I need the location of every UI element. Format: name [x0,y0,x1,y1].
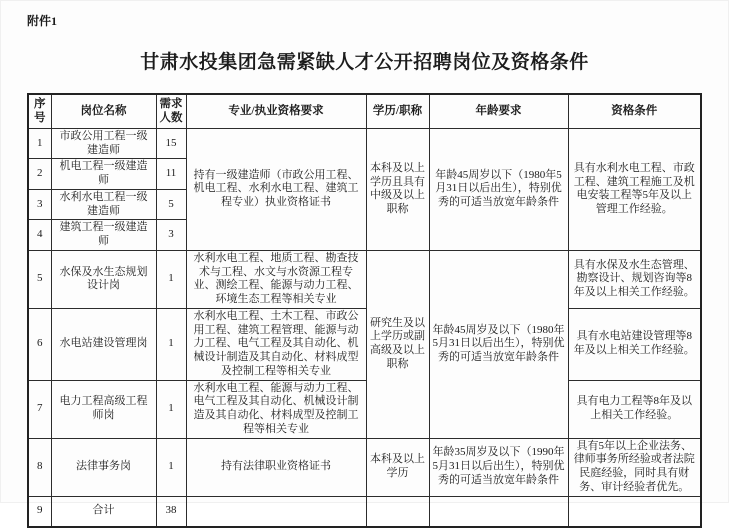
major-requirement-cell: 水利水电工程、土木工程、市政公用工程、建筑工程管理、能源与动力工程、电气工程及其自动化、机械设计制造及其自动化、材料成型及控制工程等相关专业 [186,308,366,380]
recruitment-table [27,93,702,528]
seq-cell: 9 [28,496,51,527]
header-demand-count: 需求人数 [156,94,186,128]
seq-cell: 1 [28,128,51,159]
seq-cell: 4 [28,220,51,251]
demand-count-cell: 1 [156,438,186,496]
demand-count-cell: 15 [156,128,186,159]
post-name-cell: 合计 [51,496,156,527]
post-name-cell: 建筑工程一级建造师 [51,220,156,251]
header-qualification: 资格条件 [568,94,701,128]
header-education-title: 学历/职称 [366,94,429,128]
qualification-cell: 具有5年以上企业法务、律师事务所经验或者法院民庭经验，同时具有财务、审计经验者优先。 [568,438,701,496]
post-name-cell: 机电工程一级建造师 [51,159,156,190]
demand-count-cell: 1 [156,380,186,438]
table-row [28,250,701,308]
table-row [28,438,701,496]
qualification-cell: 具有水利水电工程、市政工程、建筑工程施工及机电安装工程等5年及以上管理工作经验。 [568,128,701,250]
education-title-cell: 本科及以上学历且具有中级及以上职称 [366,128,429,250]
table-row [28,128,701,159]
major-requirement-cell: 持有法律职业资格证书 [186,438,366,496]
demand-count-cell: 1 [156,308,186,380]
seq-cell: 6 [28,308,51,380]
attachment-label: 附件1 [27,14,58,28]
seq-cell: 3 [28,189,51,220]
seq-cell: 7 [28,380,51,438]
age-requirement-cell: 年龄45周岁及以下（1980年5月31日以后出生），特别优秀的可适当放宽年龄条件 [429,250,568,438]
post-name-cell: 电力工程高级工程师岗 [51,380,156,438]
major-requirement-cell [186,496,366,527]
post-name-cell: 水利水电工程一级建造师 [51,189,156,220]
age-requirement-cell [429,496,568,527]
table-row [28,380,701,438]
education-title-cell [366,496,429,527]
post-name-cell: 水保及水生态规划设计岗 [51,250,156,308]
demand-count-cell: 38 [156,496,186,527]
table-row [28,308,701,380]
total-row [28,496,701,527]
qualification-cell: 具有水电站建设管理等8年及以上相关工作经验。 [568,308,701,380]
education-title-cell: 研究生及以上学历或副高级及以上职称 [366,250,429,438]
demand-count-cell: 5 [156,189,186,220]
demand-count-cell: 11 [156,159,186,190]
education-title-cell: 本科及以上学历 [366,438,429,496]
age-requirement-cell: 年龄45周岁以下（1980年5月31日以后出生），特别优秀的可适当放宽年龄条件 [429,128,568,250]
header-major-requirement: 专业/执业资格要求 [186,94,366,128]
qualification-cell: 具有水保及水生态管理、勘察设计、规划咨询等8年及以上相关工作经验。 [568,250,701,308]
seq-cell: 5 [28,250,51,308]
demand-count-cell: 3 [156,220,186,251]
header-age-requirement: 年龄要求 [429,94,568,128]
major-requirement-cell: 水利水电工程、地质工程、勘查技术与工程、水文与水资源工程专业、测绘工程、能源与动力工程、环境生态工程等相关专业 [186,250,366,308]
post-name-cell: 法律事务岗 [51,438,156,496]
age-requirement-cell: 年龄35周岁及以下（1990年5月31日以后出生），特别优秀的可适当放宽年龄条件 [429,438,568,496]
major-requirement-cell: 水利水电工程、能源与动力工程、电气工程及其自动化、机械设计制造及其自动化、材料成型及控制工程等相关专业 [186,380,366,438]
post-name-cell: 水电站建设管理岗 [51,308,156,380]
major-requirement-cell: 持有一级建造师（市政公用工程、机电工程、水利水电工程、建筑工程专业）执业资格证书 [186,128,366,250]
post-name-cell: 市政公用工程一级建造师 [51,128,156,159]
header-post-name: 岗位名称 [51,94,156,128]
header-row [28,94,701,128]
qualification-cell: 具有电力工程等8年及以上相关工作经验。 [568,380,701,438]
qualification-cell [568,496,701,527]
seq-cell: 8 [28,438,51,496]
demand-count-cell: 1 [156,250,186,308]
page-title: 甘肃水投集团急需紧缺人才公开招聘岗位及资格条件 [140,52,589,73]
header-seq: 序号 [28,94,51,128]
seq-cell: 2 [28,159,51,190]
